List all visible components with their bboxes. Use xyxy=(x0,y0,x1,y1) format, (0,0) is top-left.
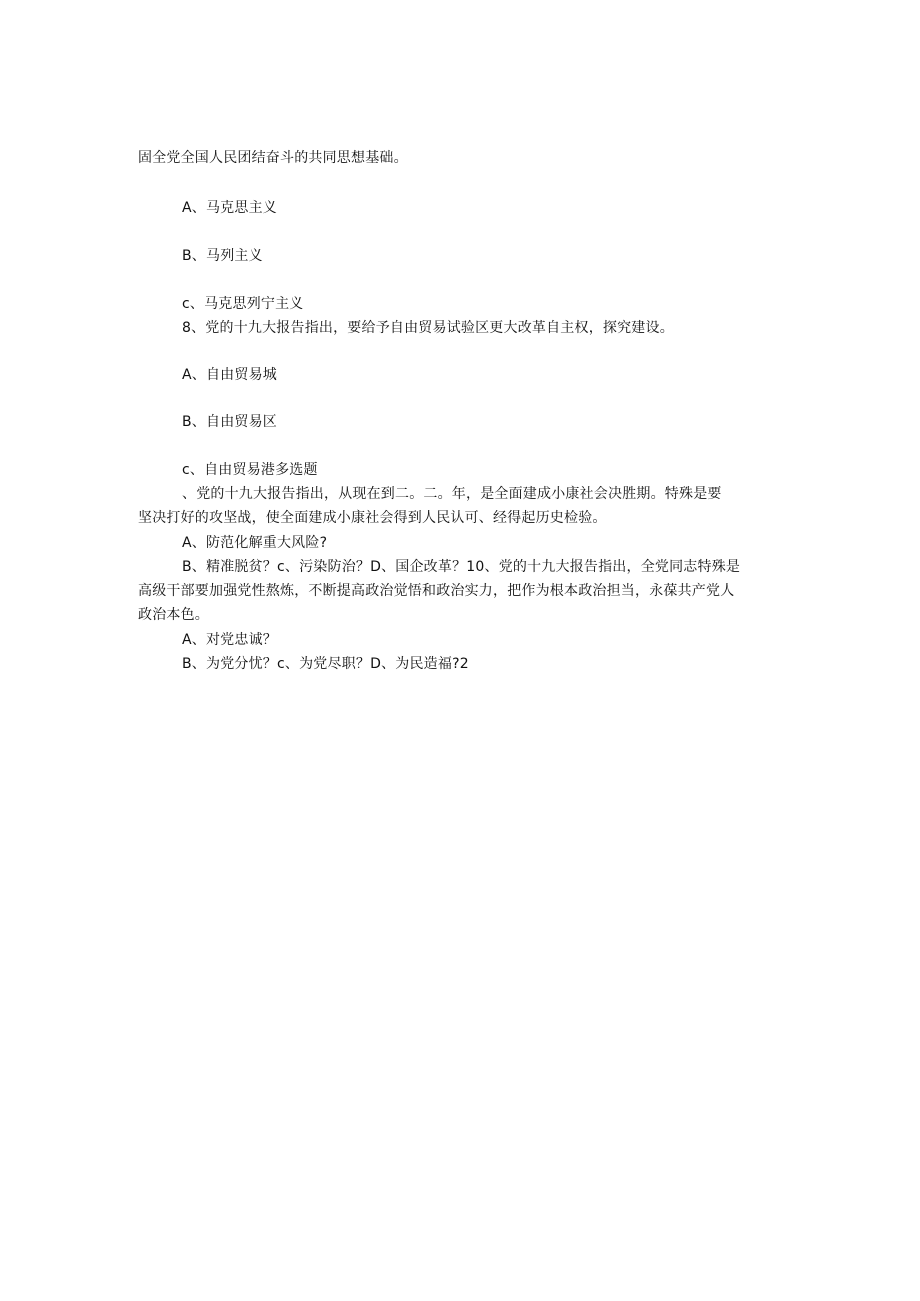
option-a-1: A、马克思主义 xyxy=(182,200,277,216)
question-9-line-1: 、党的十九大报告指出，从现在到二。二。年，是全面建成小康社会决胜期。特殊是要 xyxy=(182,486,722,502)
option-b-1: B、马列主义 xyxy=(182,248,263,264)
options-and-question-10: B、精准脱贫？c、污染防治？D、国企改革？10、党的十九大报告指出，全党同志特殊是 xyxy=(182,559,741,575)
options-bcd-4: B、为党分忧？c、为党尽职？D、为民造福?2 xyxy=(182,656,469,672)
text-line-1: 固全党全国人民团结奋斗的共同思想基础。 xyxy=(138,150,408,166)
option-c-2: c、自由贸易港多选题 xyxy=(182,462,318,478)
option-b-2: B、自由贸易区 xyxy=(182,414,278,430)
question-10-line-2: 高级干部要加强党性熬炼，不断提高政治觉悟和政治实力，把作为根本政治担当，永葆共产党人 xyxy=(138,583,735,599)
question-8: 8、党的十九大报告指出，要给予自由贸易试验区更大改革自主权，探究建设。 xyxy=(182,320,674,336)
option-a-3: A、防范化解重大风险? xyxy=(182,535,328,551)
option-c-1: c、马克思列宁主义 xyxy=(182,296,304,312)
question-9-line-2: 坚决打好的攻坚战，使全面建成小康社会得到人民认可、经得起历史检验。 xyxy=(138,510,607,526)
option-a-4: A、对党忠诚？ xyxy=(182,632,277,648)
question-10-line-3: 政治本色。 xyxy=(138,607,209,623)
option-a-2: A、自由贸易城 xyxy=(182,367,277,383)
